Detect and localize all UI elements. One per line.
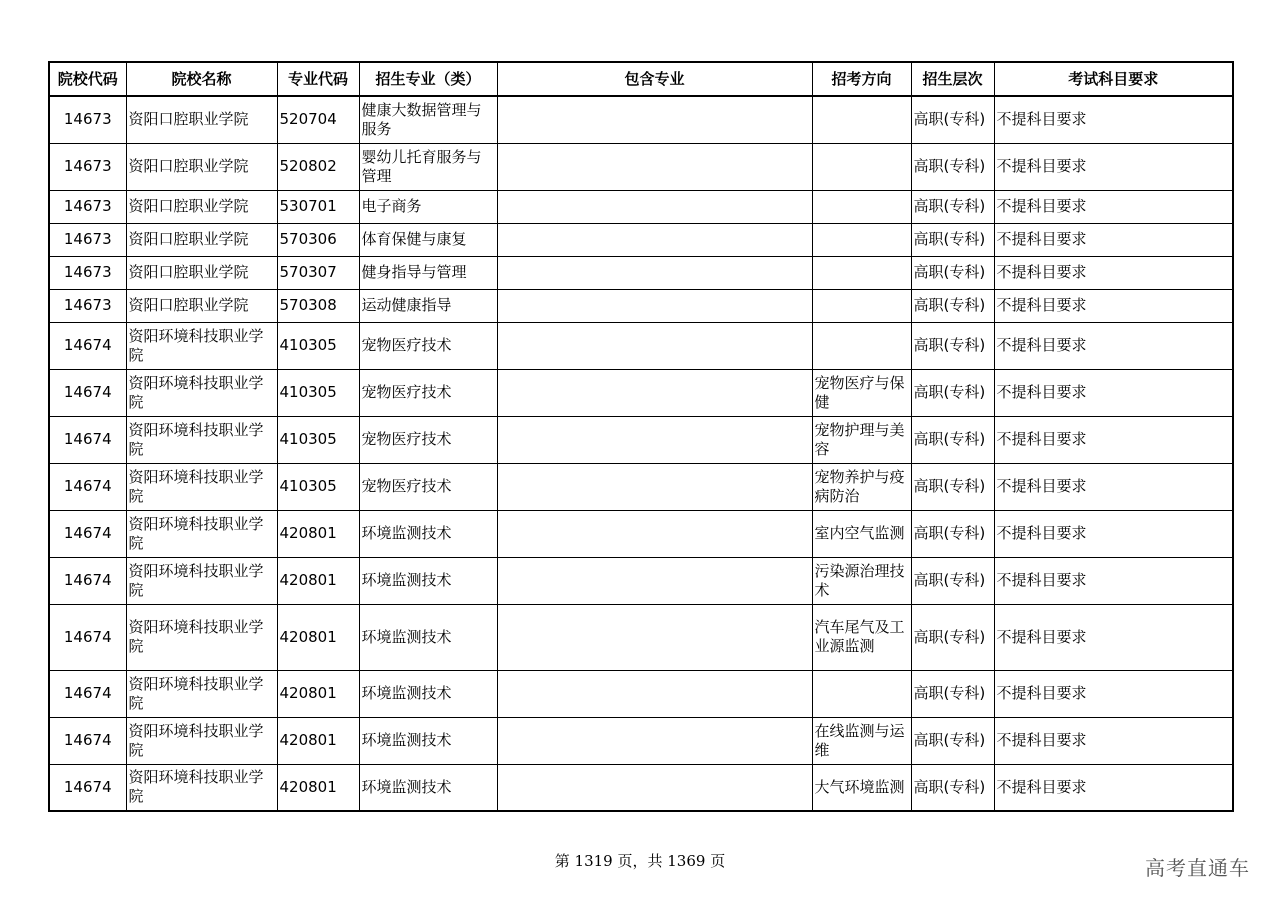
table-row [49, 369, 1233, 416]
cell-school-code: 14673 [49, 256, 126, 289]
cell-school-name: 资阳环境科技职业学院 [126, 322, 277, 369]
table-row [49, 717, 1233, 764]
cell-major-code: 410305 [277, 322, 359, 369]
cell-school-name: 资阳环境科技职业学院 [126, 717, 277, 764]
cell-direction [812, 289, 911, 322]
admissions-table [48, 61, 1234, 812]
cell-major-code: 410305 [277, 369, 359, 416]
table-header-row [49, 62, 1233, 96]
cell-direction [812, 143, 911, 190]
cell-subject-requirement: 不提科目要求 [994, 143, 1233, 190]
table-row [49, 463, 1233, 510]
table-row [49, 96, 1233, 143]
cell-school-name: 资阳环境科技职业学院 [126, 604, 277, 670]
header-major-code: 专业代码 [277, 62, 359, 96]
cell-school-code: 14673 [49, 143, 126, 190]
header-subject-requirement: 考试科目要求 [994, 62, 1233, 96]
cell-school-code: 14673 [49, 190, 126, 223]
cell-included-majors [497, 223, 812, 256]
cell-school-name: 资阳环境科技职业学院 [126, 510, 277, 557]
cell-major: 宠物医疗技术 [359, 416, 497, 463]
cell-major: 体育保健与康复 [359, 223, 497, 256]
cell-level: 高职(专科) [911, 190, 994, 223]
cell-level: 高职(专科) [911, 143, 994, 190]
cell-school-code: 14674 [49, 463, 126, 510]
cell-school-code: 14674 [49, 369, 126, 416]
cell-major: 环境监测技术 [359, 510, 497, 557]
cell-level: 高职(专科) [911, 322, 994, 369]
cell-direction: 宠物医疗与保健 [812, 369, 911, 416]
cell-direction: 污染源治理技术 [812, 557, 911, 604]
table-row [49, 764, 1233, 811]
cell-school-code: 14673 [49, 96, 126, 143]
cell-included-majors [497, 670, 812, 717]
table-row [49, 143, 1233, 190]
cell-subject-requirement: 不提科目要求 [994, 510, 1233, 557]
cell-included-majors [497, 289, 812, 322]
cell-major-code: 570306 [277, 223, 359, 256]
cell-school-code: 14674 [49, 510, 126, 557]
cell-included-majors [497, 557, 812, 604]
cell-subject-requirement: 不提科目要求 [994, 369, 1233, 416]
cell-major: 环境监测技术 [359, 557, 497, 604]
cell-major: 环境监测技术 [359, 717, 497, 764]
cell-direction [812, 96, 911, 143]
cell-school-name: 资阳口腔职业学院 [126, 223, 277, 256]
cell-major-code: 410305 [277, 463, 359, 510]
cell-level: 高职(专科) [911, 369, 994, 416]
cell-level: 高职(专科) [911, 604, 994, 670]
cell-included-majors [497, 717, 812, 764]
cell-subject-requirement: 不提科目要求 [994, 717, 1233, 764]
cell-subject-requirement: 不提科目要求 [994, 604, 1233, 670]
cell-level: 高职(专科) [911, 96, 994, 143]
cell-school-code: 14674 [49, 604, 126, 670]
cell-included-majors [497, 369, 812, 416]
cell-included-majors [497, 463, 812, 510]
header-direction: 招考方向 [812, 62, 911, 96]
table-row [49, 289, 1233, 322]
cell-school-name: 资阳口腔职业学院 [126, 190, 277, 223]
cell-major: 健身指导与管理 [359, 256, 497, 289]
cell-subject-requirement: 不提科目要求 [994, 289, 1233, 322]
cell-school-code: 14674 [49, 717, 126, 764]
header-school-code: 院校代码 [49, 62, 126, 96]
cell-included-majors [497, 190, 812, 223]
table-row [49, 256, 1233, 289]
table-row [49, 322, 1233, 369]
cell-subject-requirement: 不提科目要求 [994, 322, 1233, 369]
cell-included-majors [497, 764, 812, 811]
cell-direction: 宠物养护与疫病防治 [812, 463, 911, 510]
cell-school-name: 资阳环境科技职业学院 [126, 670, 277, 717]
cell-subject-requirement: 不提科目要求 [994, 256, 1233, 289]
cell-direction [812, 190, 911, 223]
header-level: 招生层次 [911, 62, 994, 96]
header-school-name: 院校名称 [126, 62, 277, 96]
cell-school-code: 14674 [49, 322, 126, 369]
cell-major: 婴幼儿托育服务与管理 [359, 143, 497, 190]
cell-subject-requirement: 不提科目要求 [994, 223, 1233, 256]
cell-subject-requirement: 不提科目要求 [994, 416, 1233, 463]
cell-school-name: 资阳环境科技职业学院 [126, 369, 277, 416]
cell-direction [812, 223, 911, 256]
cell-major-code: 420801 [277, 717, 359, 764]
cell-major-code: 420801 [277, 510, 359, 557]
cell-direction [812, 322, 911, 369]
cell-school-code: 14674 [49, 764, 126, 811]
cell-subject-requirement: 不提科目要求 [994, 670, 1233, 717]
cell-included-majors [497, 96, 812, 143]
cell-major-code: 410305 [277, 416, 359, 463]
cell-level: 高职(专科) [911, 223, 994, 256]
table-row [49, 416, 1233, 463]
page-number: 第 1319 页，共 1369 页 [554, 852, 726, 870]
header-included-majors: 包含专业 [497, 62, 812, 96]
cell-included-majors [497, 604, 812, 670]
cell-level: 高职(专科) [911, 717, 994, 764]
cell-school-code: 14674 [49, 416, 126, 463]
cell-major-code: 530701 [277, 190, 359, 223]
watermark: 高考直通车 [1145, 856, 1250, 880]
cell-major: 环境监测技术 [359, 604, 497, 670]
cell-school-code: 14674 [49, 670, 126, 717]
cell-major-code: 570308 [277, 289, 359, 322]
cell-direction: 汽车尾气及工业源监测 [812, 604, 911, 670]
cell-subject-requirement: 不提科目要求 [994, 557, 1233, 604]
cell-included-majors [497, 322, 812, 369]
cell-major: 宠物医疗技术 [359, 369, 497, 416]
cell-subject-requirement: 不提科目要求 [994, 96, 1233, 143]
cell-direction: 大气环境监测 [812, 764, 911, 811]
cell-major-code: 420801 [277, 557, 359, 604]
cell-level: 高职(专科) [911, 670, 994, 717]
cell-school-code: 14674 [49, 557, 126, 604]
cell-school-code: 14673 [49, 223, 126, 256]
cell-major-code: 420801 [277, 764, 359, 811]
cell-major-code: 520802 [277, 143, 359, 190]
cell-direction: 室内空气监测 [812, 510, 911, 557]
cell-level: 高职(专科) [911, 557, 994, 604]
cell-included-majors [497, 416, 812, 463]
cell-level: 高职(专科) [911, 416, 994, 463]
cell-subject-requirement: 不提科目要求 [994, 190, 1233, 223]
cell-level: 高职(专科) [911, 289, 994, 322]
cell-level: 高职(专科) [911, 510, 994, 557]
cell-subject-requirement: 不提科目要求 [994, 463, 1233, 510]
cell-school-name: 资阳口腔职业学院 [126, 256, 277, 289]
cell-school-name: 资阳环境科技职业学院 [126, 463, 277, 510]
cell-major: 宠物医疗技术 [359, 463, 497, 510]
table-row [49, 223, 1233, 256]
cell-school-name: 资阳环境科技职业学院 [126, 557, 277, 604]
cell-school-name: 资阳口腔职业学院 [126, 96, 277, 143]
cell-major: 环境监测技术 [359, 670, 497, 717]
cell-school-name: 资阳环境科技职业学院 [126, 764, 277, 811]
cell-direction [812, 256, 911, 289]
cell-school-code: 14673 [49, 289, 126, 322]
cell-major: 环境监测技术 [359, 764, 497, 811]
cell-direction [812, 670, 911, 717]
table-row [49, 670, 1233, 717]
cell-major-code: 420801 [277, 604, 359, 670]
cell-level: 高职(专科) [911, 764, 994, 811]
table-row [49, 604, 1233, 670]
cell-school-name: 资阳口腔职业学院 [126, 143, 277, 190]
cell-level: 高职(专科) [911, 463, 994, 510]
cell-major: 宠物医疗技术 [359, 322, 497, 369]
table-row [49, 510, 1233, 557]
cell-school-name: 资阳环境科技职业学院 [126, 416, 277, 463]
cell-major: 健康大数据管理与服务 [359, 96, 497, 143]
cell-school-name: 资阳口腔职业学院 [126, 289, 277, 322]
cell-subject-requirement: 不提科目要求 [994, 764, 1233, 811]
cell-included-majors [497, 256, 812, 289]
table-row [49, 557, 1233, 604]
table-row [49, 190, 1233, 223]
cell-major: 电子商务 [359, 190, 497, 223]
cell-direction: 在线监测与运维 [812, 717, 911, 764]
cell-included-majors [497, 143, 812, 190]
cell-direction: 宠物护理与美容 [812, 416, 911, 463]
cell-major: 运动健康指导 [359, 289, 497, 322]
header-major: 招生专业（类） [359, 62, 497, 96]
cell-major-code: 570307 [277, 256, 359, 289]
cell-major-code: 420801 [277, 670, 359, 717]
cell-major-code: 520704 [277, 96, 359, 143]
cell-level: 高职(专科) [911, 256, 994, 289]
cell-included-majors [497, 510, 812, 557]
